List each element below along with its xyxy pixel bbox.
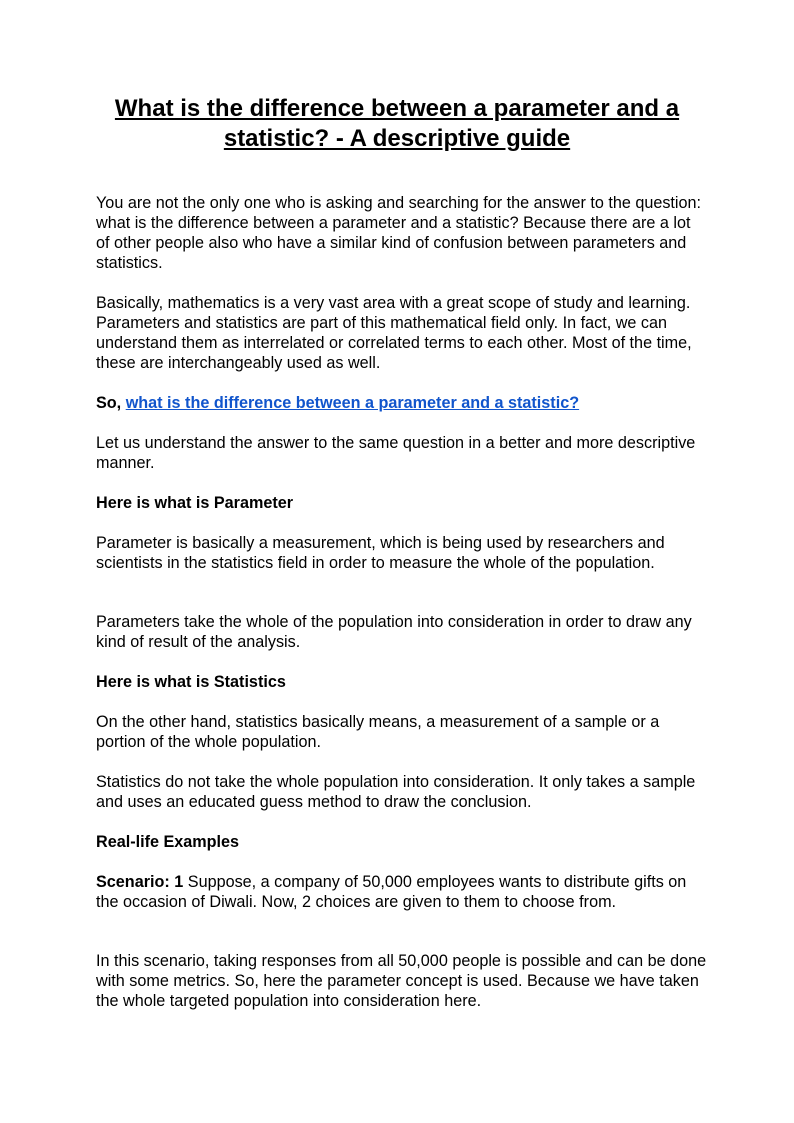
scenario-explanation-paragraph: In this scenario, taking responses from all 50,000 people is possible and can be done with some metrics. So, here the parameter concept is used. Because we have taken the whole targeted population into consideration here. <box>96 952 707 1010</box>
question-line <box>96 393 708 413</box>
scenario-label: Scenario: 1 <box>96 873 184 891</box>
mathematics-paragraph: Basically, mathematics is a very vast area with a great scope of study and learning. Parameters and statistics are part of this mathematical field only. In fact, we can understand them as interrelated or correlated terms to each other. Most of the time, these are interchangeably used as well. <box>96 294 692 372</box>
heading-parameter: Here is what is Parameter <box>96 494 294 512</box>
parameter-population-paragraph: Parameters take the whole of the population into consideration in order to draw any kind of result of the analysis. <box>96 613 692 651</box>
difference-link[interactable]: what is the difference between a parameter and a statistic? <box>125 394 580 412</box>
scenario-text: Suppose, a company of 50,000 employees wants to distribute gifts on the occasion of Diwali. Now, 2 choices are given to them to choose from. <box>96 873 687 911</box>
statistics-sample-paragraph: Statistics do not take the whole population into consideration. It only takes a sample and uses an educated guess method to draw the conclusion. <box>96 773 696 811</box>
heading-examples: Real-life Examples <box>96 833 240 851</box>
understand-paragraph: Let us understand the answer to the same question in a better and more descriptive manner. <box>96 434 696 472</box>
heading-statistics: Here is what is Statistics <box>96 673 286 691</box>
parameter-definition-paragraph: Parameter is basically a measurement, which is being used by researchers and scientists in the statistics field in order to measure the whole of the population. <box>96 534 665 572</box>
so-prefix: So, <box>96 394 126 412</box>
statistics-definition-paragraph: On the other hand, statistics basically means, a measurement of a sample or a portion of the whole population. <box>96 713 660 751</box>
scenario-paragraph <box>96 872 708 912</box>
page-title: What is the difference between a parameter and a statistic? - A descriptive guide <box>114 95 680 152</box>
intro-paragraph: You are not the only one who is asking and searching for the answer to the question: what is the difference between a parameter and a statistic? Because there are a lot of other people also who have a similar kind of confusion between parameters and statistics. <box>96 194 702 272</box>
